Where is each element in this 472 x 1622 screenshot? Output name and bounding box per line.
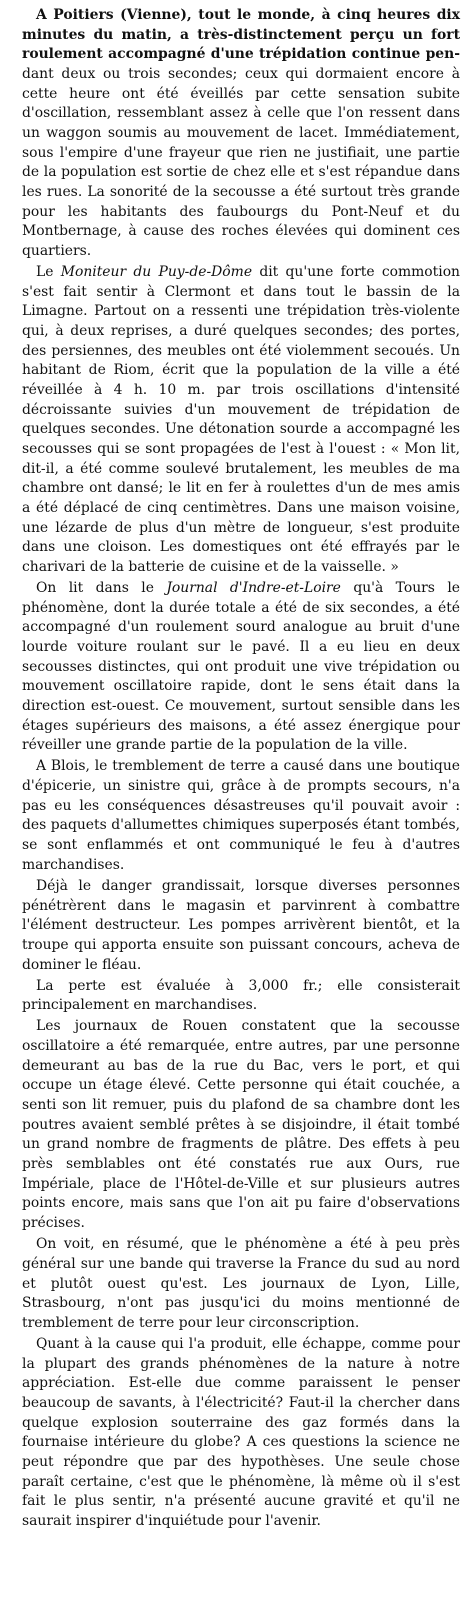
newspaper-title: Journal d'Indre-et-Loire bbox=[166, 580, 341, 597]
opening-continuation: minutes du matin, a très-distinctement perçu un fort roulement accompagné d'une trépidation continue pen- bbox=[22, 26, 460, 63]
paragraph-text-before: On lit dans le bbox=[36, 580, 154, 597]
paragraph-poitiers bbox=[22, 6, 460, 262]
newspaper-title: Moniteur du Puy-de-Dôme bbox=[60, 264, 253, 281]
paragraph-danger: Déjà le danger grandissait, lorsque diverses personnes pénétrèrent dans le magasin et parvinrent à combattre l'élément destructeur. Les pompes arrivèrent bientôt, et la troupe qui apporta ensuite son puissant concours, acheva de dominer le fléau. bbox=[22, 877, 460, 973]
article-column bbox=[22, 6, 460, 1532]
paragraph-cause: Quant à la cause qui l'a produit, elle échappe, comme pour la plupart des grands phénomènes de la nature à notre appréciation. Est-elle due comme paraissent le penser beaucoup de savants, à l'électricité? Faut-il la chercher dans quelque explosion souterraine des gaz formés dans la fournaise intérieure du globe? A ces questions la science ne peut répondre que par des hypothèses. Une seule chose paraît certaine, c'est que le phénomène, là même où il s'est fait le plus sentir, n'a présenté aucune gravité et qu'il ne saurait inspirer d'inquiétude pour l'avenir. bbox=[22, 1335, 460, 1529]
paragraph-summary: On voit, en résumé, que le phénomène a été à peu près général sur une bande qui traverse la France du sud au nord et plutôt ouest qu'est. Les journaux de Lyon, Lille, Strasbourg, n'ont pas jusqu'ici du moins mentionné de tremblement de terre pour leur circonscription. bbox=[22, 1236, 460, 1331]
paragraph-text-after: qu'à Tours le phénomène, dont la durée totale a été de six secondes, a été accompagné d'un roulement sourd analogue au bruit d'une lourde voiture roulant sur le pavé. Il a eu lieu en deux secousses distinctes, qui ont produit une vive trépidation ou mouvement oscillatoire rapide, dont le sens était dans la direction est-ouest. Ce mouvement, surtout sensible dans les étages supérieurs des maisons, a été assez énergique pour réveiller une grande partie de la population de la ville. bbox=[22, 580, 460, 754]
paragraph-loss: La perte est évaluée à 3,000 fr.; elle consisterait principalement en marchandises. bbox=[22, 977, 460, 1014]
paragraph-blois: A Blois, le tremblement de terre a causé dans une boutique d'épicerie, un sinistre qui, grâce à de prompts secours, n'a pas eu les conséquences désastreuses qu'il pouvait avoir : des paquets d'allumettes chimiques superposés étant tombés, se sont enflammés et ont communiqué le feu à d'autres marchandises. bbox=[22, 758, 460, 873]
paragraph-poitiers-text: dant deux ou trois secondes; ceux qui dormaient encore à cette heure ont été éveillés par cette sensation subite d'oscillation, ressemblant assez à celle que l'on ressent dans un waggon soumis au mouvement de lacet. Immédiatement, sous l'empire d'une frayeur que rien ne justifiait, une partie de la population est sortie de chez elle et s'est répandue dans les rues. La sonorité de la secousse a été surtout très grande pour les habitants des faubourgs du Pont-Neuf et du Montbernage, à cause des roches élevées qui dominent ces quartiers. bbox=[22, 65, 460, 259]
opening-line: A Poitiers (Vienne), tout le monde, à cinq heures dix bbox=[36, 7, 460, 23]
paragraph-tours bbox=[22, 579, 460, 756]
paragraph-text-after: dit qu'une forte commotion s'est fait sentir à Clermont et dans tout le bassin de la Limagne. Partout on a ressenti une trépidation très-violente qui, à deux reprises, a duré quelques secondes; des portes, des persiennes, des meubles ont été violemment secoués. Un habitant de Riom, écrit que la population de la ville a été réveillée à 4 h. 10 m. par trois oscillations d'intensité décroissante suivies d'un mouvement de trépidation de quelques secondes. Une détonation sourde a accompagné les secousses qui se sont propagées de l'est à l'ouest : « Mon lit, dit-il, a été comme soulevé brutalement, les meubles de ma chambre ont dansé; le lit en fer à roulettes d'un de mes amis a été déplacé de cinq centimètres. Dans une maison voisine, une lézarde de plus d'un mètre de longueur, s'est produite dans une cloison. Les domestiques ont été effrayés par le charivari de la batterie de cuisine et de la vaisselle. » bbox=[22, 264, 461, 575]
paragraph-rouen: Les journaux de Rouen constatent que la secousse oscillatoire a été remarquée, entre autres, par une personne demeurant au bas de la rue du Bac, vers le port, et qui occupe un étage élevé. Cette personne qui était couchée, a senti son lit remuer, puis du plafond de sa chambre dont les poutres avaient semblé prêtes à se disjoindre, il était tombé un grand nombre de fragments de plâtre. Des effets à peu près semblables ont été constatés rue aux Ours, rue Impériale, place de l'Hôtel-de-Ville et sur plusieurs autres points encore, mais sans que l'on ait pu faire d'observations précises. bbox=[22, 1018, 460, 1232]
paragraph-puy-de-dome bbox=[22, 263, 460, 578]
paragraph-text-before: Le bbox=[36, 264, 54, 281]
